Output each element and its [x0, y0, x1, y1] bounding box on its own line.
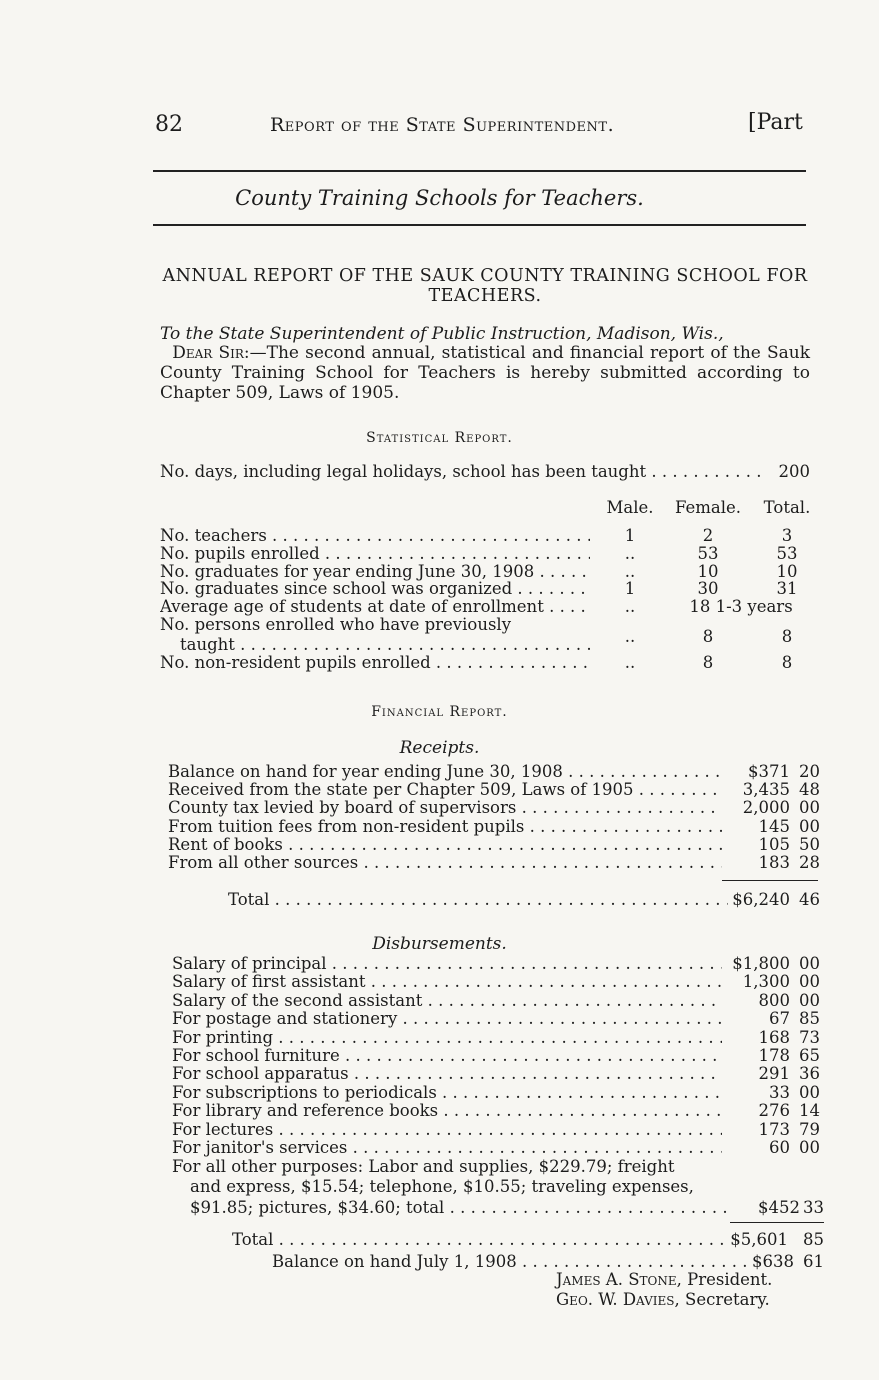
disbursements-cents: 85	[799, 1009, 820, 1029]
other-purposes-line2: and express, $15.54; telephone, $10.55; traveling expenses,	[190, 1177, 694, 1196]
stat-label: No. pupils enrolled . . .	[160, 544, 590, 563]
stat-total: 10	[776, 561, 798, 581]
receipts-dollars: 2,000	[742, 798, 790, 818]
stat-label: No. persons enrolled who have previously	[160, 615, 512, 634]
receipts-dollars: 105	[758, 834, 790, 854]
stat-total: 8	[781, 652, 793, 672]
receipts-dollars: $371	[748, 762, 790, 781]
disbursements-label: Salary of first assistant . . .	[172, 972, 722, 991]
disb-total-rule	[730, 1222, 824, 1223]
disbursements-dollars: 291	[758, 1064, 790, 1084]
disbursements-heading: Disbursements.	[372, 934, 507, 954]
stat-male: ..	[624, 561, 636, 581]
receipts-cents: 50	[799, 834, 820, 854]
receipts-cents: 00	[799, 816, 820, 836]
disbursements-dollars: 168	[758, 1027, 790, 1047]
disbursements-dollars: 1,300	[742, 972, 790, 992]
col-male: Male.	[606, 498, 654, 517]
receipts-heading: Receipts.	[399, 738, 480, 758]
receipts-cents: 28	[799, 853, 820, 872]
bottom-rule	[153, 224, 806, 226]
signature-secretary: Geo. W. Davies, Secretary.	[556, 1290, 770, 1309]
disbursements-label: For postage and stationery . . .	[172, 1009, 722, 1028]
stat-female: 10	[697, 561, 719, 581]
disbursements-cents: 00	[799, 990, 820, 1010]
running-title: Report of the State Superintendent.	[270, 114, 615, 136]
other-cents: 33	[803, 1198, 824, 1217]
receipts-total-label: Total . . .	[228, 890, 728, 909]
disbursements-label: For subscriptions to periodicals . . .	[172, 1083, 722, 1102]
balance-cents: 61	[803, 1252, 824, 1271]
days-label: No. days, including legal holidays, school has been taught . . .	[160, 462, 760, 481]
disbursements-cents: 00	[799, 954, 820, 973]
top-rule	[153, 170, 806, 172]
disb-total-dollars: $5,601	[730, 1230, 788, 1249]
stat-label: No. graduates for year ending June 30, 1908 . . .	[160, 562, 590, 581]
disbursements-cents: 36	[799, 1064, 820, 1084]
disbursements-dollars: 276	[758, 1101, 790, 1121]
disbursements-dollars: 178	[758, 1046, 790, 1065]
receipts-dollars: 183	[758, 853, 790, 872]
disbursements-dollars: 173	[758, 1119, 790, 1139]
disbursements-cents: 00	[799, 1138, 820, 1157]
stat-female: 2	[702, 526, 714, 545]
stat-male: 1	[624, 579, 636, 599]
disbursements-dollars: $1,800	[732, 954, 790, 973]
col-female: Female.	[674, 498, 742, 517]
disbursements-cents: 79	[799, 1119, 820, 1139]
stat-female: 8	[702, 627, 714, 646]
stat-female: 18 1-3 years	[689, 597, 793, 617]
letter-address: To the State Superintendent of Public Instruction, Madison, Wis.,	[160, 324, 724, 344]
stat-male: ..	[624, 652, 636, 672]
receipts-label: Balance on hand for year ending June 30, 1908 . . .	[168, 762, 722, 781]
disbursements-label: Salary of principal . . .	[172, 954, 722, 973]
receipts-total-rule	[722, 880, 818, 881]
receipts-total-dollars: $6,240	[732, 890, 790, 909]
stat-label: No. teachers . . .	[160, 526, 590, 545]
stat-female: 53	[697, 543, 719, 563]
balance-dollars: $638	[752, 1252, 794, 1271]
disbursements-cents: 73	[799, 1027, 820, 1047]
stat-total: 31	[776, 579, 798, 599]
page-number: 82	[155, 112, 183, 137]
disbursements-label: For lectures . . .	[172, 1120, 722, 1139]
other-dollars: $452	[758, 1198, 800, 1217]
disbursements-label: For printing . . .	[172, 1028, 722, 1047]
stat-label: No. graduates since school was organized . . .	[160, 579, 590, 598]
disbursements-label: For janitor's services . . .	[172, 1138, 722, 1157]
disbursements-cents: 14	[799, 1101, 820, 1121]
balance-label: Balance on hand July 1, 1908 . . .	[272, 1252, 752, 1271]
stat-label: Average age of students at date of enrollment . . .	[160, 597, 590, 616]
stat-female: 30	[697, 579, 719, 599]
receipts-label: County tax levied by board of supervisors . . .	[168, 798, 722, 817]
stat-male: ..	[624, 543, 636, 563]
receipts-cents: 20	[799, 762, 820, 781]
stat-label: No. non-resident pupils enrolled . . .	[160, 653, 590, 672]
statistical-heading: Statistical Report.	[366, 430, 513, 446]
other-purposes-line1: For all other purposes: Labor and supplies, $229.79; freight	[172, 1157, 675, 1176]
disbursements-dollars: 800	[758, 990, 790, 1010]
disbursements-label: For school apparatus . . .	[172, 1064, 722, 1083]
stat-total: 3	[781, 526, 793, 545]
stat-total: 8	[781, 627, 793, 646]
salutation: Dear Sir:	[172, 343, 250, 363]
disbursements-cents: 65	[799, 1046, 820, 1065]
disbursements-dollars: 33	[769, 1082, 790, 1102]
receipts-label: Rent of books . . .	[168, 835, 722, 854]
disb-total-cents: 85	[803, 1230, 824, 1249]
stat-male: 1	[624, 526, 636, 545]
stat-total: 53	[776, 543, 798, 563]
disbursements-label: Salary of the second assistant . . .	[172, 991, 722, 1010]
receipts-cents: 00	[799, 798, 820, 818]
stat-male: ..	[624, 627, 636, 646]
disbursements-dollars: 60	[769, 1138, 790, 1157]
stat-male: ..	[624, 597, 636, 617]
disbursements-dollars: 67	[769, 1009, 790, 1029]
days-value: 200	[778, 462, 810, 481]
receipts-label: From all other sources . . .	[168, 853, 722, 872]
receipts-dollars: 3,435	[742, 780, 790, 800]
disbursements-cents: 00	[799, 972, 820, 992]
receipts-cents: 48	[799, 780, 820, 800]
receipts-dollars: 145	[758, 816, 790, 836]
disbursements-label: For school furniture . . .	[172, 1046, 722, 1065]
stat-label-cont: taught . . .	[180, 635, 590, 654]
letter-text: —The second annual, statistical and financial report of the Sauk County Training School for Teachers is hereby submitted according to Chapter 509, Laws of 1905.	[160, 343, 810, 403]
letter-body	[160, 343, 810, 403]
receipts-total-cents: 46	[799, 890, 820, 909]
disbursements-cents: 00	[799, 1082, 820, 1102]
disbursements-label: For library and reference books . . .	[172, 1101, 722, 1120]
section-title: County Training Schools for Teachers.	[235, 186, 644, 210]
report-title: ANNUAL REPORT OF THE SAUK COUNTY TRAINING SCHOOL FOR TEACHERS.	[162, 266, 808, 306]
part-marker: [Part	[748, 110, 803, 135]
financial-heading: Financial Report.	[371, 704, 508, 720]
disb-total-label: Total . . .	[232, 1230, 726, 1249]
col-total: Total.	[763, 498, 811, 517]
stat-female: 8	[702, 652, 714, 672]
signature-president: James A. Stone, President.	[556, 1270, 773, 1289]
receipts-label: From tuition fees from non-resident pupils . . .	[168, 817, 722, 836]
receipts-label: Received from the state per Chapter 509, Laws of 1905 . . .	[168, 780, 722, 799]
